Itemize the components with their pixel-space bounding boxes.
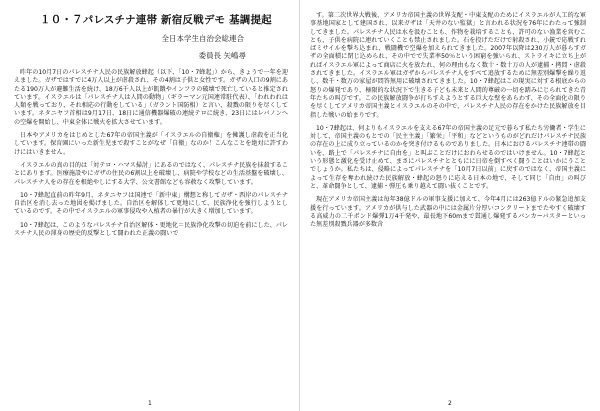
document-title: １０・７パレスチナ連帯 新宿反戦デモ 基調提起 <box>40 14 272 26</box>
paragraph: 10・7蜂起は、このようなパレスチナ自治区解体・更地化＝民族浄化攻撃の切迫を前にした、パレスチナ人民の渾身の歴史的反撃として闘われた正義の闘いで <box>14 221 288 238</box>
paragraph: 日本やアメリカをはじめとした67年の帝国主義が「イスラエルの自衛権」を擁護し虐殺を正当化しています。保育園にいった新生児まで殺すことがなぜ「自衛」なのか！こんなことを絶対に許すわけにはいきません。 <box>14 132 288 156</box>
page-number: 2 <box>448 400 452 407</box>
paragraph: 10・7蜂起は、何よりもイスラエルを支える67年の帝国主義の足元で暮らす私たち労働者・学生に対して、帝国主義のもとでの「民主主義」「繁栄」「平和」などというものがどれだけパレスチナ民族の存在の上に成り立っているのかを突き付けるものでありました。日本におけるパレスチナ連帯の闘いを、路上で「パレスチナに自由を」と叫ぶことだけにおわらせるのではいけません。10・7蜂起という形態と激化を受け止めて、まさにパレスチナとともにに日帝を倒すべく闘うことはいかにうことでしょうか。私たちは、侵略によってパレスチナを「10月7日以前」に戻すのではなく、帝国主義によって生存を奪われ続けた民族解放・蜂起の怒りに応える日本の地で、そして同じ「自由」の叫びと、革命闘争として、逮捕・弾圧も乗り越えて闘い抜くことです。 <box>310 124 586 190</box>
author-name: 委員長 矢嶋尋 <box>198 51 246 60</box>
paragraph: イスラエルの真の目的は「対テロ・ハマス掃討」にあるのではなく、パレスチナ民族を抹殺することにあります。医療施設やにガザの住民の6割以上を破壊し、病院や学校などの生活基盤を破壊し、パレスチナ人をの存在を根絶やしにする大学、公文書館なども容赦なく攻撃しています。 <box>14 161 288 186</box>
paragraph: す。第二次世界大戦後、アメリカ帝国主義の世界支配・中東支配のためにイスラエルが人工的な軍事基地国家として建国され、以来ガザは「天井のない監獄」と言われる状況を76年にわたって強制してきました。パレスチナ人民は水を汲むことも、作物を栽培することも、許可のない漁業を営むことも、子供を病院に連れていくことも禁止されました。石を投げただけで射殺され、小銃で応戦すればミサイルを撃ち込まれ、戦闘機で空爆を加えられてきました。2007年以降は230万人が暮らすガザの全面積に閉じ込められ、その中でで失業率50％という困窮を強いられ、ストライキに立ち上がればイスラエル軍によって商店に火を放たれ、何の理由もなく数十・数十万の人が逮捕・拷問・虐殺されてきました。イスラエル軍はガザからパレスチナ人をすべて追放するために無差別爆撃を繰り返し、数千・数万の家屋が問答無用に破壊されてきました。10・7蜂起はこの現実に対する根底からの怒りの爆発であり、極限的な状況下で生きる子ども未来と人間的尊厳の一切を踏みにじられてきた青年たちの叫びです。この民族解放闘争が打ちすえようとする巨大な壁をあらわす、その全面化の限りを尽くしてアメリカ帝国主義とイスラエルのその中で、パレスチナ人民の存在をかけた民族解放を目指した戦いの始まりです。 <box>310 12 586 119</box>
organization-name: 全日本学生自治会総連合 <box>161 34 244 43</box>
paragraph: 現在アメリカ帝国主義は毎年38億ドルの軍事支援に加えて、今年4月には263億ドルの緊急追加支援を行っています。アメリカが供与した武器の中には金属片分厚いコンクリートまでたやすく破壊する高威力の二千ポンド爆弾1万4千発や、最長地下60mまで貫通し爆発するバンカーバスターといった無差別殺戮兵器が多数含 <box>310 196 586 229</box>
paragraph: 昨年の10月7日のパレスチナ人民の民族解放蜂起（以下、「10・7蜂起」）から、きょうで一年を迎えました。ガザではすでに4万人以上が虐殺され、その4割は子供と女性です。ガザの人口の9割にあたる190万人が避難生活を続け、18万6千人以上が飢餓やインフラの破壊で死亡していると推定されています。イスラエルは「パレスチナ人は人間の動物」（ギラーマン元国連常駐代表）、「われわれは人類を戦っており、それ相応の行動をしている」（ガラント国防相）と言い、殺戮の限りを尽くしています。ネタニヤフ首相は9月17日、18日に通信機器爆破の連続テロに続き、23日にはレバノンへの空爆を開始し、中東全体に戦火を拡大させています。 <box>14 69 288 126</box>
document-page-right <box>300 0 600 411</box>
page-number: 1 <box>148 400 152 407</box>
paragraph: 10・7蜂起直前の昨年9月、ネタニヤフは国連で「新中東」構想と称してガザ・西岸のパレスチナ自治区を消し去った地図を掲げました。自治区を解体して更地にして、民族浄化を強行しようとしているのです。その中でイスラエルの軍事侵攻や入植者の暴行が大きく増加しています。 <box>14 191 288 216</box>
